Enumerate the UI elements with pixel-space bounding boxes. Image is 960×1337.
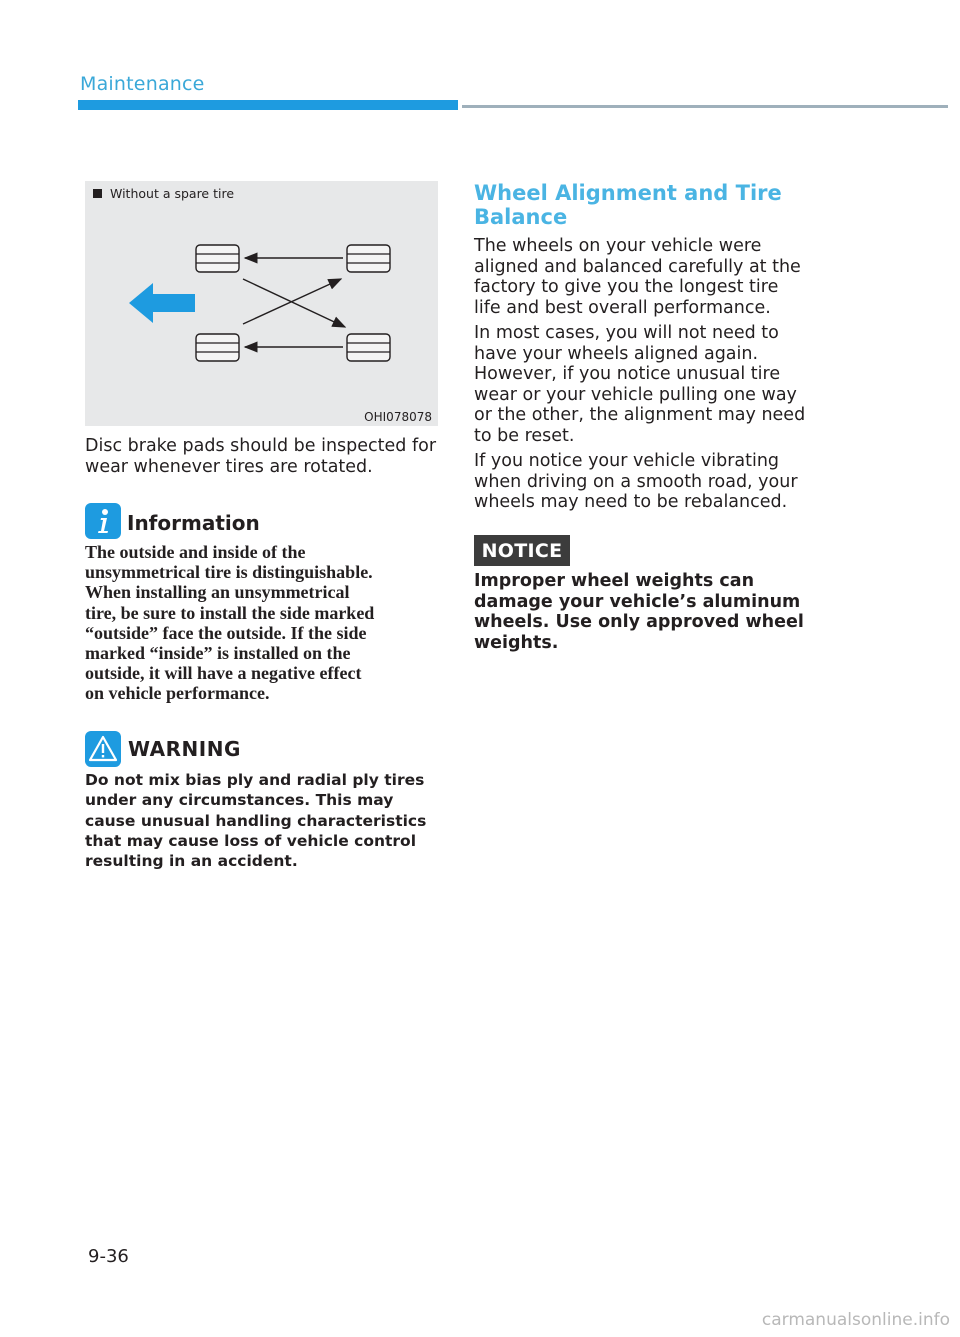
- heading-line: Balance: [474, 205, 568, 229]
- figure-caption: [93, 186, 234, 201]
- bullet-square-icon: [93, 189, 102, 198]
- paragraph-line: wheels may need to be rebalanced.: [474, 492, 788, 512]
- alignment-paragraph-2: [474, 323, 844, 446]
- notice-line: wheels. Use only approved wheel: [474, 612, 804, 632]
- paragraph-line: when driving on a smooth road, your: [474, 471, 798, 492]
- information-line: The outside and inside of the: [85, 542, 306, 562]
- info-icon: [85, 503, 121, 539]
- warning-line: Do not mix bias ply and radial ply tires: [85, 771, 425, 789]
- paragraph-line: wear or your vehicle pulling one way: [474, 384, 797, 405]
- information-line: When installing an unsymmetrical: [85, 582, 350, 603]
- paragraph-line: to be reset.: [474, 425, 575, 446]
- figure-caption-text: Without a spare tire: [110, 186, 235, 201]
- warning-line: resulting in an accident.: [85, 852, 298, 871]
- tire-front-right: [196, 334, 239, 361]
- paragraph-line: In most cases, you will not need to: [474, 323, 779, 343]
- watermark: carmanualsonline.info: [761, 1310, 950, 1330]
- paragraph-line: or the other, the alignment may need: [474, 405, 806, 425]
- notice-badge: NOTICE: [474, 535, 570, 566]
- tire-rear-left: [347, 245, 390, 272]
- tire-front-left: [196, 245, 239, 272]
- page-number: 9-36: [88, 1246, 129, 1267]
- information-line: unsymmetrical tire is distinguishable.: [85, 562, 373, 583]
- tire-rotation-diagram: [85, 181, 438, 426]
- paragraph-line: However, if you notice unusual tire: [474, 364, 781, 384]
- heading-line: Wheel Alignment and Tire: [474, 181, 782, 205]
- figure-code: OHI078078: [364, 410, 432, 424]
- paragraph-line: If you notice your vehicle vibrating: [474, 451, 780, 471]
- notice-line: Improper wheel weights can: [474, 571, 755, 591]
- paragraph-line: Disc brake pads should be inspected for: [85, 436, 437, 456]
- tire-rotation-figure: [85, 181, 438, 426]
- warning-line: that may cause loss of vehicle control: [85, 831, 417, 850]
- paragraph-line: aligned and balanced carefully at the: [474, 256, 801, 277]
- brake-pad-paragraph: [85, 436, 445, 477]
- header-accent-bar: [78, 100, 458, 110]
- information-line: outside, it will have a negative effect: [85, 663, 362, 684]
- information-title: Information: [127, 511, 260, 535]
- alignment-paragraph-3: [474, 451, 844, 513]
- warning-line: cause unusual handling characteristics: [85, 811, 427, 830]
- information-line: “outside” face the outside. If the side: [85, 622, 367, 643]
- paragraph-line: have your wheels aligned again.: [474, 343, 759, 364]
- warning-title: WARNING: [128, 737, 241, 761]
- paragraph-line: factory to give you the longest tire: [474, 277, 779, 297]
- section-heading: [474, 181, 794, 229]
- warning-line: under any circumstances. This may: [85, 791, 394, 810]
- header-divider-line: [462, 105, 948, 108]
- information-line: tire, be sure to install the side marked: [85, 602, 375, 623]
- notice-text: [474, 571, 834, 653]
- direction-arrow-icon: [129, 283, 195, 323]
- notice-line: weights.: [474, 632, 559, 653]
- paragraph-line: wear whenever tires are rotated.: [85, 456, 373, 477]
- warning-triangle-icon: [85, 731, 121, 767]
- information-text: [85, 542, 440, 704]
- tire-rear-right: [347, 334, 390, 361]
- info-glyph-icon: [94, 508, 112, 534]
- section-title: Maintenance: [80, 73, 205, 95]
- information-line: marked “inside” is installed on the: [85, 643, 351, 664]
- warning-text: [85, 770, 440, 871]
- paragraph-line: The wheels on your vehicle were: [474, 236, 762, 256]
- information-line: on vehicle performance.: [85, 683, 270, 704]
- paragraph-line: life and best overall performance.: [474, 297, 771, 318]
- alignment-paragraph-1: [474, 236, 844, 318]
- notice-line: damage your vehicle’s aluminum: [474, 591, 801, 612]
